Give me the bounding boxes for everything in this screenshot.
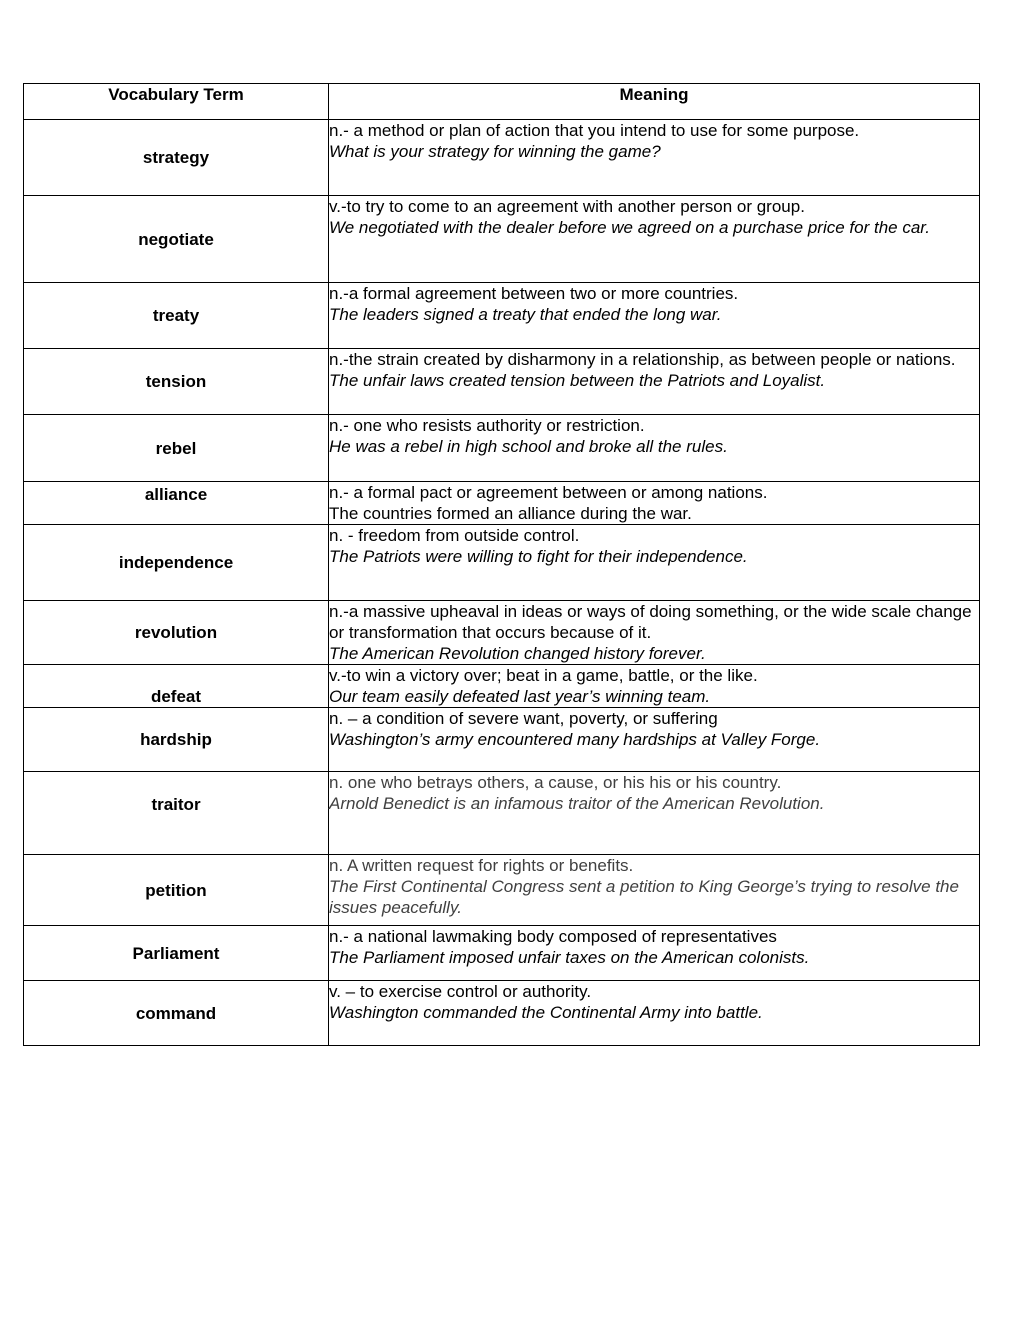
table-row — [24, 601, 980, 665]
table-row — [24, 926, 980, 981]
example-sentence: The American Revolution changed history forever. — [329, 644, 706, 663]
example-sentence: We negotiated with the dealer before we agreed on a purchase price for the car. — [329, 218, 931, 237]
definition: v.-to try to come to an agreement with another person or group. — [329, 197, 805, 216]
table-row — [24, 415, 980, 482]
example-sentence: Washington’s army encountered many hardships at Valley Forge. — [329, 730, 821, 749]
header-meaning: Meaning — [329, 84, 980, 120]
table-row — [24, 349, 980, 415]
definition: v. – to exercise control or authority. — [329, 982, 592, 1001]
term-petition: petition — [24, 855, 329, 926]
definition: n.- a formal pact or agreement between or among nations. — [329, 483, 768, 502]
meaning-cell — [329, 120, 980, 196]
meaning-cell — [329, 708, 980, 772]
meaning-cell — [329, 349, 980, 415]
definition: n.-a massive upheaval in ideas or ways of doing something, or the wide scale change or transformation that occurs because of it. — [329, 602, 972, 642]
table-row — [24, 283, 980, 349]
example-sentence: Washington commanded the Continental Army into battle. — [329, 1003, 763, 1022]
meaning-cell — [329, 196, 980, 283]
table-header-row — [24, 84, 980, 120]
meaning-cell — [329, 665, 980, 708]
definition: n.-the strain created by disharmony in a relationship, as between people or nations. — [329, 350, 956, 369]
table-row — [24, 482, 980, 525]
table-row — [24, 120, 980, 196]
meaning-cell — [329, 525, 980, 601]
definition: n. - freedom from outside control. — [329, 526, 580, 545]
table-row — [24, 981, 980, 1046]
meaning-cell — [329, 981, 980, 1046]
term-alliance: alliance — [24, 482, 329, 525]
table-row — [24, 525, 980, 601]
definition: v.-to win a victory over; beat in a game, battle, or the like. — [329, 666, 758, 685]
term-rebel: rebel — [24, 415, 329, 482]
term-hardship: hardship — [24, 708, 329, 772]
example-sentence: The countries formed an alliance during the war. — [329, 504, 692, 523]
meaning-cell — [329, 482, 980, 525]
example-sentence: He was a rebel in high school and broke all the rules. — [329, 437, 728, 456]
example-sentence: Our team easily defeated last year’s winning team. — [329, 687, 711, 706]
definition: n. – a condition of severe want, poverty, or suffering — [329, 709, 718, 728]
term-traitor: traitor — [24, 772, 329, 855]
term-parliament: Parliament — [24, 926, 329, 981]
meaning-cell — [329, 415, 980, 482]
meaning-cell — [329, 926, 980, 981]
term-independence: independence — [24, 525, 329, 601]
table-row — [24, 855, 980, 926]
table-row — [24, 708, 980, 772]
definition: n.-a formal agreement between two or more countries. — [329, 284, 739, 303]
term-tension: tension — [24, 349, 329, 415]
term-defeat: defeat — [24, 665, 329, 708]
example-sentence: The First Continental Congress sent a petition to King George’s trying to resolve the issues peacefully. — [329, 877, 959, 917]
example-sentence: The Patriots were willing to fight for their independence. — [329, 547, 748, 566]
vocabulary-table — [23, 83, 980, 1046]
table-row — [24, 772, 980, 855]
definition: n.- a method or plan of action that you intend to use for some purpose. — [329, 121, 860, 140]
example-sentence: What is your strategy for winning the game? — [329, 142, 661, 161]
term-negotiate: negotiate — [24, 196, 329, 283]
term-revolution: revolution — [24, 601, 329, 665]
example-sentence: The Parliament imposed unfair taxes on the American colonists. — [329, 948, 810, 967]
definition: n. one who betrays others, a cause, or his his or his country. — [329, 773, 782, 792]
example-sentence: The leaders signed a treaty that ended the long war. — [329, 305, 722, 324]
term-command: command — [24, 981, 329, 1046]
definition: n. A written request for rights or benefits. — [329, 856, 634, 875]
meaning-cell — [329, 772, 980, 855]
table-row — [24, 196, 980, 283]
term-treaty: treaty — [24, 283, 329, 349]
term-strategy: strategy — [24, 120, 329, 196]
example-sentence: Arnold Benedict is an infamous traitor of the American Revolution. — [329, 794, 825, 813]
meaning-cell — [329, 855, 980, 926]
table-row — [24, 665, 980, 708]
definition: n.- a national lawmaking body composed of representatives — [329, 927, 777, 946]
header-vocabulary-term: Vocabulary Term — [24, 84, 329, 120]
meaning-cell — [329, 283, 980, 349]
meaning-cell — [329, 601, 980, 665]
example-sentence: The unfair laws created tension between the Patriots and Loyalist. — [329, 371, 826, 390]
definition: n.- one who resists authority or restriction. — [329, 416, 645, 435]
